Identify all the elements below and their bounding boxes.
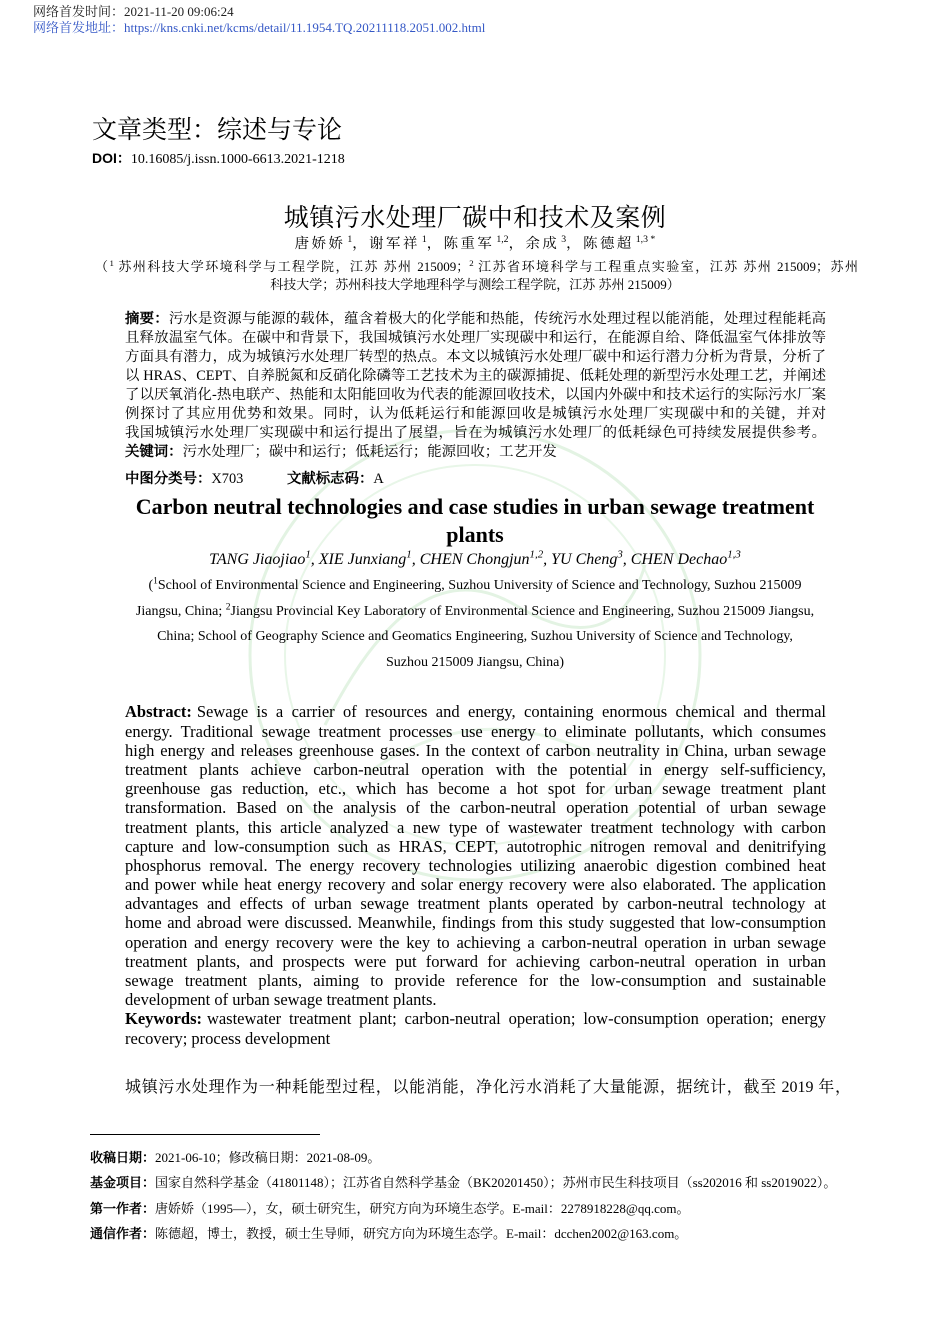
- footnote-label: 第一作者：: [90, 1201, 156, 1217]
- affiliation-cn-sup: 1: [109, 257, 114, 268]
- abstract-en-line: treatment plants, this article analyzed a new type of wastewater treatment technology with carbon: [125, 817, 826, 837]
- document-code: [287, 470, 384, 488]
- abstract-en-line: development of urban sewage treatment plants.: [125, 990, 437, 1010]
- abstract-cn-line: 以 HRAS、CEPT、自养脱氮和反硝化除磷等工艺技术为主的碳源捕捉、低耗处理的新型污水处理工艺，并阐述: [125, 368, 826, 384]
- abstract-en-line: transformation. Based on the analysis of the carbon-neutral operation potential of urban sewage: [125, 798, 826, 818]
- abstract-cn-line: 了以厌氧消化-热电联产、热能和太阳能回收为代表的能源回收技术，以国内外碳中和技术运行的实际污水厂案: [125, 387, 826, 403]
- footnote-funding: [90, 1170, 836, 1195]
- document-code-value: A: [373, 471, 384, 487]
- abstract-en-line: treatment plants, and prospects were put forward for achieving carbon-neutral operation in urban: [125, 951, 826, 971]
- affiliation-cn-line: [95, 258, 858, 276]
- author-cn-name: 余成: [525, 236, 560, 252]
- author-en-sup: 1,3: [727, 548, 741, 561]
- abstract-en-line: greenhouse gas reduction, etc., which has become a hot spot for urban sewage treatment plant: [125, 779, 826, 799]
- affiliation-en-text: Jiangsu Provincial Key Laboratory of Environmental Science and Engineering, Suzhou 215009 Jiangsu,: [230, 603, 815, 619]
- author-cn-name: 陈重军: [443, 236, 495, 252]
- affiliation-cn-text: 江苏省环境科学与工程重点实验室，江苏 苏州 215009；苏州: [476, 259, 858, 274]
- footnotes: [90, 1145, 836, 1246]
- abstract-en: [125, 702, 826, 1047]
- author-cn-sup: 3: [561, 234, 567, 246]
- doi-line: [92, 150, 345, 168]
- keywords-en-line: [125, 1009, 826, 1028]
- abstract-cn-line: [125, 310, 826, 329]
- abstract-en-line: phosphorus removal. The energy recovery technologies utilizing anaerobic digestion combined heat: [125, 855, 826, 875]
- footnote-received-date: [90, 1145, 836, 1170]
- online-publish-address-link[interactable]: 网络首发地址：https://kns.cnki.net/kcms/detail/11.1954.TQ.20211118.2051.002.html: [33, 20, 486, 35]
- author-en-sup: 1,2: [529, 548, 544, 561]
- document-code-label: 文献标志码：: [287, 471, 374, 487]
- footnote-text: 国家自然科学基金（41801148）；江苏省自然科学基金（BK20201450）；苏州市民生科技项目（ss202016 和 ss2019022）。: [155, 1175, 837, 1191]
- affiliation-en-text: School of Environmental Science and Engineering, Suzhou University of Science and Technology, Suzhou 215009: [157, 578, 802, 593]
- abstract-en-line: energy. Traditional sewage treatment processes use energy to eliminate pollutants, which consumes: [125, 721, 826, 741]
- abstract-en-line: advantages and effects of urban sewage treatment plants operated by carbon-neutral technology at: [125, 894, 826, 914]
- footnote-corresponding-author: [90, 1221, 836, 1246]
- footnote-text: 陈德超，博士，教授，硕士生导师，研究方向为环境生态学。E-mail：dcchen2002@163.com。: [155, 1225, 688, 1241]
- author-en-name: YU Cheng: [551, 551, 618, 568]
- clc-number: [125, 470, 243, 488]
- footnote-text: 唐娇娇（1995—），女，硕士研究生，研究方向为环境生态学。E-mail：2278918228@qq.com。: [155, 1200, 690, 1216]
- authors-cn: [0, 235, 950, 253]
- keywords-cn-label: 关键词：: [125, 444, 183, 460]
- footnote-label: 通信作者：: [90, 1226, 156, 1242]
- author-en-name: XIE Junxiang: [318, 551, 407, 568]
- abstract-cn-line: 且释放温室气体。在碳中和背景下，我国城镇污水处理厂实现碳中和运行，在能源自给、降低温室气体排放等: [125, 330, 826, 346]
- author-en-name: TANG Jiaojiao: [209, 551, 306, 568]
- affiliation-en-line: [0, 573, 950, 599]
- author-cn-sep: ，: [426, 236, 444, 252]
- author-cn-sup: 1: [347, 234, 353, 246]
- author-cn-name: 唐娇娇: [294, 236, 346, 252]
- author-cn-name: 谢军祥: [369, 236, 420, 252]
- affiliation-cn-sup: 2: [469, 257, 474, 268]
- footnote-label: 收稿日期：: [90, 1151, 156, 1166]
- body-paragraph-line: 城镇污水处理作为一种耗能型过程，以能消能，净化污水消耗了大量能源，据统计，截至 2019 年，: [125, 1079, 851, 1096]
- abstract-en-line: [125, 702, 826, 721]
- affiliation-en: [0, 573, 950, 676]
- author-cn-sep: ，: [566, 236, 584, 252]
- footnote-label: 基金项目：: [90, 1176, 156, 1192]
- author-en-name: CHEN Chongjun: [419, 551, 530, 568]
- footnote-divider: [90, 1134, 320, 1135]
- author-cn-sup: 1,2: [496, 234, 509, 246]
- title-en-line: Carbon neutral technologies and case studies in urban sewage treatment: [135, 494, 815, 519]
- doi-value: 10.16085/j.issn.1000-6613.2021-1218: [130, 152, 345, 167]
- abstract-cn-label: 摘要：: [125, 311, 169, 327]
- author-en-sep: ,: [411, 551, 420, 568]
- abstract-en-line: capture and low-consumption such as HRAS, CEPT, autotrophic nitrogen removal and denitrifying: [125, 836, 826, 856]
- footnote-first-author: [90, 1196, 836, 1221]
- author-cn-sep: ，: [508, 236, 526, 252]
- doi-label: DOI：: [92, 150, 131, 166]
- title-en-line: plants: [446, 522, 504, 547]
- affiliation-en-open: (: [148, 578, 154, 593]
- authors-en: [0, 548, 950, 569]
- abstract-cn-line: 例探讨了其应用优势和效果。同时，认为低耗运行和能源回收是城镇污水处理厂实现碳中和的关键，并对: [125, 406, 826, 422]
- abstract-en-line: and power while heat energy recovery and solar energy recovery were also elaborated. The application: [125, 875, 826, 895]
- classification-line: [0, 470, 950, 488]
- abstract-en-line: home and abroad were discussed. Meanwhile, findings from this study suggested that low-consumption: [125, 913, 826, 933]
- affiliation-cn-text: 苏州科技大学环境科学与工程学院，江苏 苏州 215009；: [116, 259, 470, 274]
- author-en-sup: 1: [305, 548, 311, 561]
- affiliation-cn-line: 科技大学；苏州科技大学地理科学与测绘工程学院，江苏 苏州 215009）: [270, 277, 680, 292]
- author-en-sup: 1: [406, 548, 412, 561]
- author-cn-name: 陈德超: [583, 236, 634, 252]
- keywords-en-line: recovery; process development: [125, 1028, 331, 1048]
- clc-label: 中图分类号：: [125, 471, 212, 487]
- abstract-en-line: high energy and releases greenhouse gases. In the context of carbon neutrality in China, urban sewage: [125, 740, 826, 760]
- footnote-text: 2021-06-10；修改稿日期：2021-08-09。: [155, 1150, 381, 1165]
- keywords-en-text: wastewater treatment plant; carbon-neutral operation; low-consumption operation; energy: [206, 1009, 826, 1029]
- affiliation-en-text: Jiangsu, China;: [135, 603, 226, 619]
- abstract-cn-text: 污水是资源与能源的载体，蕴含着极大的化学能和热能，传统污水处理过程以能消能，处理过程能耗高: [168, 311, 826, 327]
- author-en-sep: ,: [622, 551, 631, 568]
- author-cn-sup: 1: [421, 234, 427, 246]
- affiliation-en-sup: 2: [225, 602, 231, 613]
- abstract-en-line: operation and energy recovery were the key to achieving a carbon-neutral operation in urban sewage: [125, 932, 826, 952]
- author-en-sep: ,: [310, 551, 319, 568]
- abstract-cn-line: 方面具有潜力，成为城镇污水处理厂转型的热点。本文以城镇污水处理厂碳中和运行潜力分析为背景，分析了: [125, 349, 826, 365]
- author-en-name: CHEN Dechao: [630, 551, 728, 568]
- author-cn-sup: 1,3 *: [635, 234, 656, 246]
- affiliation-cn-open: （: [95, 259, 110, 274]
- article-type: 文章类型：综述与专论: [92, 115, 343, 144]
- affiliation-en-sup: 1: [153, 576, 158, 587]
- keywords-cn-value: 污水处理厂；碳中和运行；低耗运行；能源回收；工艺开发: [182, 444, 557, 460]
- abstract-en-line: sewage treatment plants, aiming to provide reference for the low-consumption and sustainable: [125, 971, 826, 991]
- abstract-cn: [125, 310, 826, 462]
- abstract-en-text: Sewage is a carrier of resources and energy, containing enormous chemical and thermal: [196, 702, 826, 722]
- affiliation-en-line: Suzhou 215009 Jiangsu, China): [385, 655, 565, 671]
- author-cn-sep: ，: [352, 236, 370, 252]
- affiliation-en-line: China; School of Geography Science and Geomatics Engineering, Suzhou University of Science and Technology,: [157, 629, 793, 645]
- title-en: [0, 493, 950, 549]
- abstract-en-label: Abstract:: [125, 702, 192, 722]
- author-en-sep: ,: [543, 551, 552, 568]
- clc-value: X703: [211, 471, 244, 487]
- online-publish-time: 网络首发时间：2021-11-20 09:06:24: [33, 4, 234, 19]
- affiliation-en-line: [0, 599, 950, 625]
- keywords-en-label: Keywords:: [125, 1009, 202, 1029]
- abstract-cn-line: 我国城镇污水处理厂实现碳中和运行提出了展望，旨在为城镇污水处理厂的低耗绿色可持续发展提供参考。: [125, 425, 826, 441]
- abstract-en-line: treatment plants achieve carbon-neutral operation with the potential in energy self-sufficiency,: [125, 759, 826, 779]
- author-en-sup: 3: [617, 548, 623, 561]
- title-cn: 城镇污水处理厂碳中和技术及案例: [283, 203, 667, 232]
- keywords-cn: [125, 443, 826, 462]
